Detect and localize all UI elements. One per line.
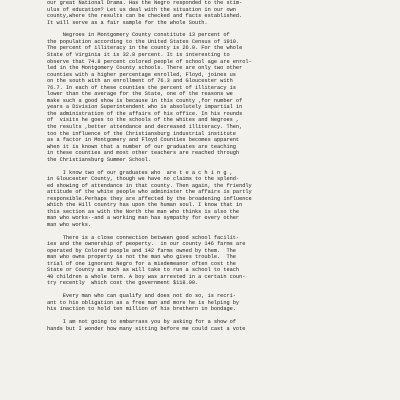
text-line: in these counties and most other teachers are reached through bbox=[47, 150, 240, 157]
text-line: I know two of our graduates who are t e a c h i n g , bbox=[47, 169, 233, 176]
text-line: attitude of the white people who administer the affairs is partly bbox=[47, 189, 252, 196]
paragraph bbox=[47, 170, 359, 229]
text-line: man who works--and a working man has sympathy for every other bbox=[47, 215, 240, 222]
text-line: the Christiansburg Summer School. bbox=[47, 156, 151, 163]
text-line: county,where the results can be checked and facts established. bbox=[47, 13, 243, 20]
text-line: on the south with an enrollment of 76.3 and Gloucester with bbox=[47, 78, 233, 85]
text-line: led in the Montgomery County schools. There are only two other bbox=[47, 65, 243, 72]
text-line: I am not going to embarrass you by asking for a show of bbox=[47, 319, 236, 325]
text-line: State of Virginia it is 32.8 percent. It is interesting to bbox=[47, 52, 230, 59]
text-line: trial of one ignorant Negro for a misdemeanor often cost the bbox=[47, 260, 236, 267]
text-line: operated by Colored people and 142 farms owned by them. The bbox=[47, 247, 236, 254]
text-line: which the Hill country has upon the human soul. I know that in bbox=[47, 202, 243, 209]
text-line: man who works. bbox=[47, 221, 92, 228]
text-line: the results ,better attendance and decreased illiteracy. Then, bbox=[47, 124, 243, 131]
text-line: responsible.Perhaps they are affected by the broadening influence bbox=[47, 195, 252, 202]
text-line: observe that 74.8 percent colored people of school age are enrol- bbox=[47, 58, 252, 65]
text-line: make such a good show is because in this county ,for number of bbox=[47, 97, 243, 104]
text-line: ies and the ownership of peoperty. in our county 146 farms are bbox=[47, 241, 246, 248]
text-line: as a factor in Montgomery and Floyd Counties becomes apparent bbox=[47, 137, 240, 144]
text-line: when it is known that a number of our graduates are teaching bbox=[47, 143, 236, 150]
text-line: There is a close connection between good school facilit- bbox=[47, 234, 240, 241]
text-line: 76.7. In each of these counties the percent of illiteracy is bbox=[47, 84, 236, 91]
text-line: too the influence of the Christiansburg industrial institute bbox=[47, 130, 236, 137]
text-line: the administration of the affairs of his office. In his rounds bbox=[47, 110, 243, 117]
text-line: It will serve as a fair sample for the whole South. bbox=[47, 19, 208, 26]
text-line: ulus of education? Let us deal with the situation in our own bbox=[47, 6, 236, 13]
text-line: try recently which cost the government $118.00. bbox=[47, 280, 199, 287]
text-line: of visits he goes to the schools of the whites and Negroes , bbox=[47, 117, 240, 124]
text-line: ant to his obligation as a free man and more he is helping by bbox=[47, 299, 240, 306]
text-line: this section as with the North the man who thinks is also the bbox=[47, 208, 240, 215]
paragraph bbox=[47, 293, 359, 313]
text-line: counties with a higher percentage enrolled, Floyd, joines us bbox=[47, 71, 236, 78]
text-line: hands but I wonder how many sitting before me could cast a vote bbox=[47, 325, 246, 332]
text-line: our great National Drama. Has the Negro responded to the stim- bbox=[47, 0, 243, 6]
text-line: lower than the average for the State, one of the reasons we bbox=[47, 91, 233, 98]
text-line: The percent of illiteracy in the county is 26.9. For the whole bbox=[47, 45, 243, 52]
paragraph bbox=[47, 319, 359, 332]
typed-letter-body bbox=[47, 0, 359, 338]
text-line: man who owns property is not the man who gives trouble. The bbox=[47, 254, 236, 261]
paragraph bbox=[47, 0, 359, 26]
text-line: years a Division Superintendent who is absolutely impartial in bbox=[47, 104, 243, 111]
text-line: Every man who can qualify and does not do so, is recri- bbox=[47, 293, 236, 300]
text-line: State or County as much as will take to run a school to teach bbox=[47, 267, 240, 274]
text-line: the population according to the United States Census of 1910. bbox=[47, 38, 240, 45]
paragraph bbox=[47, 235, 359, 287]
paragraph bbox=[47, 32, 359, 163]
text-line: ed showing of attendance in that county. Then again, the friendly bbox=[47, 182, 252, 189]
text-line: his inaction to hold ten million of his brethern in bondage. bbox=[47, 306, 236, 313]
text-line: 40 children a whole term. A boy was arrested in a certain coun- bbox=[47, 273, 246, 280]
text-line: in Gloucester County, though we have no claims to the splend- bbox=[47, 176, 240, 183]
text-line: Negroes in Montgomery County constitute 13 percent of bbox=[47, 32, 230, 39]
